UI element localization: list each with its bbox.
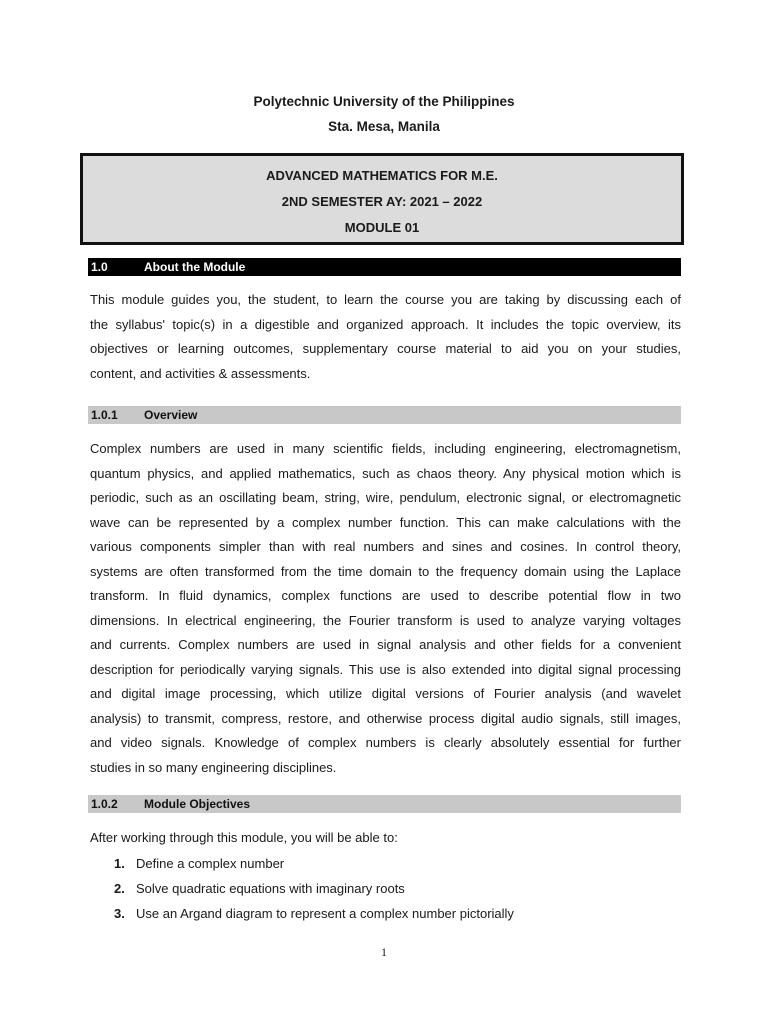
semester-label: 2ND SEMESTER AY: 2021 – 2022 [281,194,483,209]
paragraph-line: various components simpler than with real numbers and sines and cosines. In control theory, [90,539,681,554]
paragraph-line: and video signals. Knowledge of complex numbers is clearly absolutely essential for further [90,735,681,750]
paragraph-line: and digital image processing, which utilize digital versions of Fourier analysis (and wavelet [90,686,681,701]
list-item [114,876,514,901]
paragraph-line: This module guides you, the student, to learn the course you are taking by discussing each of [90,292,681,307]
objectives-intro: After working through this module, you will be able to: [90,830,398,845]
paragraph-line: the syllabus' topic(s) in a digestible and organized approach. It includes the topic overview, its [90,316,681,332]
paragraph-line: content, and activities & assessments. [90,365,311,381]
section-number: 1.0 [91,260,108,274]
section-number: 1.0.1 [91,408,118,422]
list-number: 2. [114,881,125,896]
list-number: 3. [114,906,125,921]
list-item [114,851,514,876]
paragraph-line: objectives or learning outcomes, supplementary course material to aid you on your studies, [90,341,681,356]
module-label: MODULE 01 [344,220,420,235]
paragraph-line: dimensions. In electrical engineering, the Fourier transform is used to analyze varying voltages [90,612,681,628]
paragraph-line: analysis) to transmit, compress, restore, and otherwise process digital audio signals, still images, [90,710,681,726]
university-name: Polytechnic University of the Philippines [253,94,515,109]
list-item [114,901,514,926]
paragraph-line: description for periodically varying signals. This use is also extended into digital signal processing [90,661,681,677]
list-number: 1. [114,856,125,871]
list-text: Define a complex number [136,856,285,871]
campus-location: Sta. Mesa, Manila [328,119,440,134]
paragraph-line: quantum physics, and applied mathematics, such as chaos theory. Any physical motion which is [90,465,681,481]
title-box [80,153,684,245]
about-paragraph [90,288,681,386]
section-header-objectives [88,795,681,813]
section-title: Overview [144,408,198,422]
paragraph-line: wave can be represented by a complex number function. This can make calculations with the [90,514,681,530]
section-title: About the Module [144,260,246,274]
paragraph-line: studies in so many engineering disciplines. [90,759,337,775]
paragraph-line: systems are often transformed from the time domain to the frequency domain using the Laplace [90,563,681,579]
course-title: ADVANCED MATHEMATICS FOR M.E. [266,168,498,183]
paragraph-line: Complex numbers are used in many scientific fields, including engineering, electromagnetism, [90,441,681,456]
paragraph-line: periodic, such as an oscillating beam, string, wire, pendulum, electronic signal, or electromagnetic [90,490,681,505]
list-text: Use an Argand diagram to represent a complex number pictorially [136,906,514,921]
objectives-list [114,851,514,926]
paragraph-line: transform. In fluid dynamics, complex functions are used to describe potential flow in two [90,588,681,603]
section-title: Module Objectives [144,797,251,811]
page-number: 1 [381,945,387,959]
section-header-overview [88,406,681,424]
section-number: 1.0.2 [91,797,118,811]
list-text: Solve quadratic equations with imaginary roots [136,881,405,896]
paragraph-line: and currents. Complex numbers are used in signal analysis and other fields for a convenient [90,637,681,652]
overview-paragraph [90,437,681,780]
section-header-about [88,258,681,276]
